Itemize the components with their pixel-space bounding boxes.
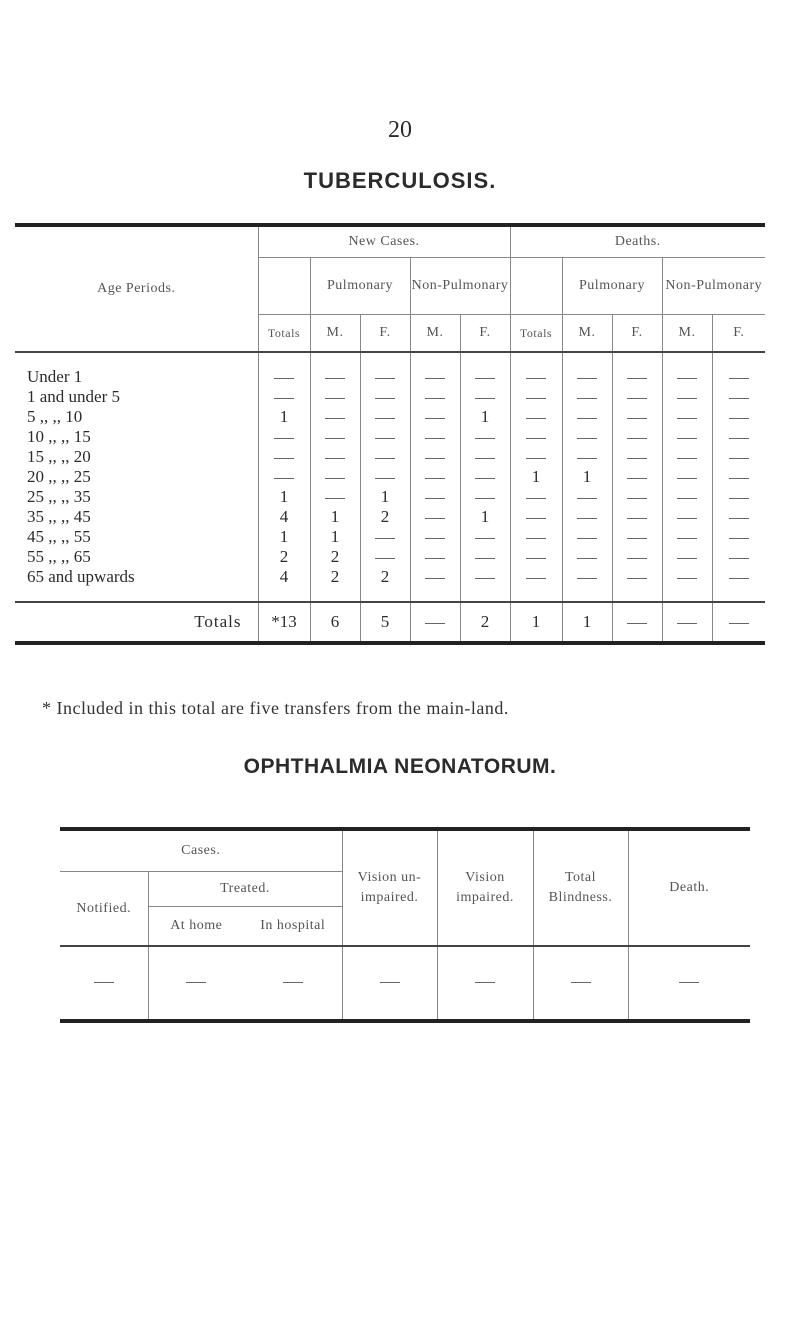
dash-mark (325, 438, 345, 439)
table-cell (510, 427, 562, 447)
dash-mark (425, 438, 445, 439)
footnote: * Included in this total are five transfers from the main-land. (42, 698, 509, 718)
totals-row (15, 602, 765, 643)
table-cell (510, 507, 562, 527)
age-period-label: Under 1 (27, 367, 83, 386)
dash-mark (274, 458, 294, 459)
dash-mark (375, 418, 395, 419)
dash-mark (729, 623, 749, 624)
deaths-header: Deaths. (510, 225, 765, 258)
table-cell (510, 447, 562, 467)
dash-mark (577, 418, 597, 419)
dash-mark (729, 538, 749, 539)
dash-mark (425, 418, 445, 419)
table-cell (310, 387, 360, 407)
dash-mark (627, 578, 647, 579)
death-pulmonary-header: Pulmonary (562, 258, 662, 315)
table-row (15, 507, 765, 527)
table-row (15, 487, 765, 507)
table-cell (612, 427, 662, 447)
dash-mark (677, 398, 697, 399)
age-periods-header: Age Periods. (15, 225, 258, 352)
table-cell (562, 527, 612, 547)
dash-mark (425, 518, 445, 519)
dash-mark (729, 398, 749, 399)
table-cell (662, 367, 712, 387)
dash-mark (526, 378, 546, 379)
dash-mark (526, 398, 546, 399)
table-cell (562, 387, 612, 407)
dash-mark (475, 398, 495, 399)
dash-mark (577, 558, 597, 559)
total-blindness-header: Total Blindness. (533, 829, 628, 946)
dash-mark (425, 623, 445, 624)
page-number: 20 (388, 117, 412, 143)
table-cell (410, 547, 460, 567)
dash-mark (325, 478, 345, 479)
table-cell: 2 (310, 547, 360, 567)
dash-mark (577, 538, 597, 539)
dash-mark (729, 378, 749, 379)
table-cell (712, 567, 765, 587)
dash-mark (274, 438, 294, 439)
dash-mark (325, 398, 345, 399)
table-cell (662, 507, 712, 527)
table-cell (310, 487, 360, 507)
dash-mark (677, 518, 697, 519)
dash-mark (526, 538, 546, 539)
dash-mark (475, 578, 495, 579)
totals-cell: 1 (562, 602, 612, 643)
table-cell (360, 387, 410, 407)
table-cell (510, 387, 562, 407)
table-cell (662, 487, 712, 507)
table-cell (612, 487, 662, 507)
in-hospital-header: In hospital (244, 907, 342, 947)
dash-mark (475, 538, 495, 539)
table-row (15, 527, 765, 547)
dash-mark (325, 498, 345, 499)
death-pulmonary-f-header: F. (612, 315, 662, 353)
table-cell (410, 467, 460, 487)
dash-mark (577, 578, 597, 579)
dash-mark (375, 438, 395, 439)
ophthalmia-title: OPHTHALMIA NEONATORUM. (243, 755, 557, 778)
table-cell (712, 547, 765, 567)
table-cell (310, 447, 360, 467)
dash-mark (425, 378, 445, 379)
dash-mark (729, 458, 749, 459)
table-cell (410, 527, 460, 547)
table-cell (460, 527, 510, 547)
death-totals-header: Totals (510, 315, 562, 353)
table-cell (562, 367, 612, 387)
table-cell (310, 427, 360, 447)
dash-mark (425, 578, 445, 579)
table-cell (360, 447, 410, 467)
dash-mark (325, 378, 345, 379)
table-cell (712, 487, 765, 507)
table-cell (258, 427, 310, 447)
dash-mark (375, 458, 395, 459)
table-cell (510, 407, 562, 427)
dash-mark (526, 578, 546, 579)
table-cell (562, 487, 612, 507)
table-cell (410, 487, 460, 507)
new-non-pulmonary-m-header: M. (410, 315, 460, 353)
table-row (15, 447, 765, 467)
table-cell (410, 387, 460, 407)
totals-cell (712, 602, 765, 643)
table-cell: 1 (310, 527, 360, 547)
dash-mark (475, 558, 495, 559)
table-row (15, 567, 765, 587)
dash-mark (677, 538, 697, 539)
death-non-pulmonary-f-header: F. (712, 315, 765, 353)
table-cell (712, 427, 765, 447)
table-row (15, 387, 765, 407)
table-cell (662, 567, 712, 587)
table-cell (410, 447, 460, 467)
table-cell: 1 (258, 527, 310, 547)
at-home-header: At home (148, 907, 244, 947)
dash-mark (475, 478, 495, 479)
table-cell (612, 367, 662, 387)
age-period-label: 15 ,, ,, 20 (27, 447, 91, 466)
table-cell (360, 367, 410, 387)
table-cell: 2 (310, 567, 360, 587)
table-cell (712, 507, 765, 527)
dash-mark (729, 438, 749, 439)
table-cell (410, 507, 460, 527)
dash-mark (274, 478, 294, 479)
dash-mark (526, 438, 546, 439)
dash-mark (677, 438, 697, 439)
table-row (15, 467, 765, 487)
dash-mark (475, 378, 495, 379)
dash-mark (627, 438, 647, 439)
table-cell (662, 447, 712, 467)
table-cell (662, 387, 712, 407)
dash-mark (475, 438, 495, 439)
dash-mark (526, 498, 546, 499)
dash-mark (526, 558, 546, 559)
vision-unimpaired-header: Vision un-impaired. (342, 829, 437, 946)
totals-cell (612, 602, 662, 643)
table-cell (612, 507, 662, 527)
table-cell: 2 (360, 507, 410, 527)
dash-mark (375, 558, 395, 559)
table-cell (510, 567, 562, 587)
table-cell (662, 547, 712, 567)
oph-value (533, 946, 628, 1021)
table-cell: 1 (460, 407, 510, 427)
dash-mark (577, 498, 597, 499)
dash-mark (425, 478, 445, 479)
tuberculosis-title: TUBERCULOSIS. (303, 168, 497, 193)
dash-mark (729, 418, 749, 419)
dash-mark (627, 518, 647, 519)
table-cell (258, 467, 310, 487)
dash-mark (577, 438, 597, 439)
table-cell (712, 447, 765, 467)
table-cell (712, 527, 765, 547)
treated-header: Treated. (148, 872, 342, 907)
ophthalmia-table (60, 827, 750, 1023)
table-row (15, 407, 765, 427)
table-cell (258, 387, 310, 407)
vision-impaired-header: Vision impaired. (437, 829, 533, 946)
new-pulmonary-f-header: F. (360, 315, 410, 353)
table-cell (310, 367, 360, 387)
dash-mark (526, 518, 546, 519)
dash-mark (627, 458, 647, 459)
totals-cell (410, 602, 460, 643)
dash-mark (677, 478, 697, 479)
table-cell (712, 467, 765, 487)
table-cell (460, 447, 510, 467)
table-cell (562, 407, 612, 427)
dash-mark (425, 458, 445, 459)
dash-mark (325, 458, 345, 459)
table-cell (662, 407, 712, 427)
table-cell (360, 427, 410, 447)
table-cell (612, 527, 662, 547)
oph-value (342, 946, 437, 1021)
table-cell (360, 527, 410, 547)
age-period-label: 55 ,, ,, 65 (27, 547, 91, 566)
age-period-label: 1 and under 5 (27, 387, 121, 406)
table-cell (258, 367, 310, 387)
totals-label: Totals (15, 602, 258, 643)
table-cell: 1 (460, 507, 510, 527)
table-cell (510, 487, 562, 507)
age-period-label: 20 ,, ,, 25 (27, 467, 91, 486)
table-cell (460, 487, 510, 507)
new-totals-header: Totals (258, 315, 310, 353)
table-cell (612, 567, 662, 587)
age-period-label: 25 ,, ,, 35 (27, 487, 91, 506)
oph-value (437, 946, 533, 1021)
dash-mark (475, 458, 495, 459)
dash-mark (325, 418, 345, 419)
totals-cell: 2 (460, 602, 510, 643)
table-cell (360, 467, 410, 487)
oph-value (148, 946, 244, 1021)
tuberculosis-table (15, 223, 765, 645)
table-cell (562, 547, 612, 567)
table-cell (410, 407, 460, 427)
table-cell (258, 447, 310, 467)
totals-cell: *13 (258, 602, 310, 643)
new-non-pulmonary-header: Non-Pulmonary (410, 258, 510, 315)
table-cell (562, 507, 612, 527)
oph-value (628, 946, 750, 1021)
new-non-pulmonary-f-header: F. (460, 315, 510, 353)
dash-mark (577, 378, 597, 379)
dash-mark (627, 498, 647, 499)
dash-mark (627, 478, 647, 479)
table-cell (562, 567, 612, 587)
dash-mark (375, 478, 395, 479)
dash-mark (677, 458, 697, 459)
age-period-label: 5 ,, ,, 10 (27, 407, 83, 426)
table-cell (460, 387, 510, 407)
dash-mark (729, 518, 749, 519)
table-cell (460, 467, 510, 487)
table-cell (410, 567, 460, 587)
age-period-label: 45 ,, ,, 55 (27, 527, 91, 546)
dash-mark (475, 498, 495, 499)
dash-mark (729, 558, 749, 559)
death-pulmonary-m-header: M. (562, 315, 612, 353)
table-cell (662, 527, 712, 547)
table-cell (612, 407, 662, 427)
dash-mark (577, 518, 597, 519)
table-cell (310, 467, 360, 487)
table-row (15, 427, 765, 447)
table-cell (612, 447, 662, 467)
table-cell (712, 407, 765, 427)
table-cell: 1 (258, 407, 310, 427)
table-cell: 2 (360, 567, 410, 587)
dash-mark (425, 498, 445, 499)
dash-mark (375, 538, 395, 539)
dash-mark (677, 378, 697, 379)
dash-mark (627, 418, 647, 419)
dash-mark (677, 578, 697, 579)
new-pulmonary-header: Pulmonary (310, 258, 410, 315)
table-cell (360, 407, 410, 427)
dash-mark (677, 498, 697, 499)
table-cell (562, 427, 612, 447)
table-cell: 1 (360, 487, 410, 507)
table-cell (510, 367, 562, 387)
dash-mark (729, 478, 749, 479)
death-non-pulmonary-header: Non-Pulmonary (662, 258, 765, 315)
dash-mark (677, 623, 697, 624)
totals-cell (662, 602, 712, 643)
dash-mark (577, 398, 597, 399)
table-cell (410, 427, 460, 447)
oph-value (244, 946, 342, 1021)
death-header: Death. (628, 829, 750, 946)
dash-mark (729, 498, 749, 499)
table-cell: 2 (258, 547, 310, 567)
dash-mark (526, 418, 546, 419)
new-cases-header: New Cases. (258, 225, 510, 258)
dash-mark (677, 558, 697, 559)
table-cell (562, 447, 612, 467)
table-cell (360, 547, 410, 567)
dash-mark (274, 378, 294, 379)
table-cell (460, 547, 510, 567)
new-pulmonary-m-header: M. (310, 315, 360, 353)
table-cell: 4 (258, 507, 310, 527)
table-cell (612, 467, 662, 487)
table-cell: 1 (510, 467, 562, 487)
table-row (15, 367, 765, 387)
table-cell (510, 547, 562, 567)
table-cell (662, 427, 712, 447)
dash-mark (375, 378, 395, 379)
table-cell: 1 (562, 467, 612, 487)
table-cell (460, 567, 510, 587)
death-non-pulmonary-m-header: M. (662, 315, 712, 353)
table-cell (662, 467, 712, 487)
table-cell (712, 367, 765, 387)
table-cell (712, 387, 765, 407)
dash-mark (627, 623, 647, 624)
dash-mark (526, 458, 546, 459)
dash-mark (729, 578, 749, 579)
cases-header: Cases. (60, 829, 342, 872)
table-cell (460, 367, 510, 387)
oph-value (60, 946, 148, 1021)
table-row (15, 547, 765, 567)
table-cell: 1 (258, 487, 310, 507)
totals-cell: 1 (510, 602, 562, 643)
dash-mark (627, 378, 647, 379)
dash-mark (677, 418, 697, 419)
totals-cell: 6 (310, 602, 360, 643)
age-period-label: 65 and upwards (27, 567, 135, 586)
age-period-label: 35 ,, ,, 45 (27, 507, 91, 526)
table-cell (410, 367, 460, 387)
age-period-label: 10 ,, ,, 15 (27, 427, 91, 446)
dash-mark (627, 398, 647, 399)
totals-cell: 5 (360, 602, 410, 643)
dash-mark (375, 398, 395, 399)
table-cell (510, 527, 562, 547)
table-cell (612, 387, 662, 407)
table-cell (310, 407, 360, 427)
dash-mark (425, 538, 445, 539)
table-cell (460, 427, 510, 447)
table-cell: 4 (258, 567, 310, 587)
table-cell: 1 (310, 507, 360, 527)
dash-mark (577, 458, 597, 459)
dash-mark (425, 398, 445, 399)
dash-mark (274, 398, 294, 399)
notified-header: Notified. (60, 872, 148, 947)
table-cell (612, 547, 662, 567)
dash-mark (627, 538, 647, 539)
dash-mark (627, 558, 647, 559)
dash-mark (425, 558, 445, 559)
